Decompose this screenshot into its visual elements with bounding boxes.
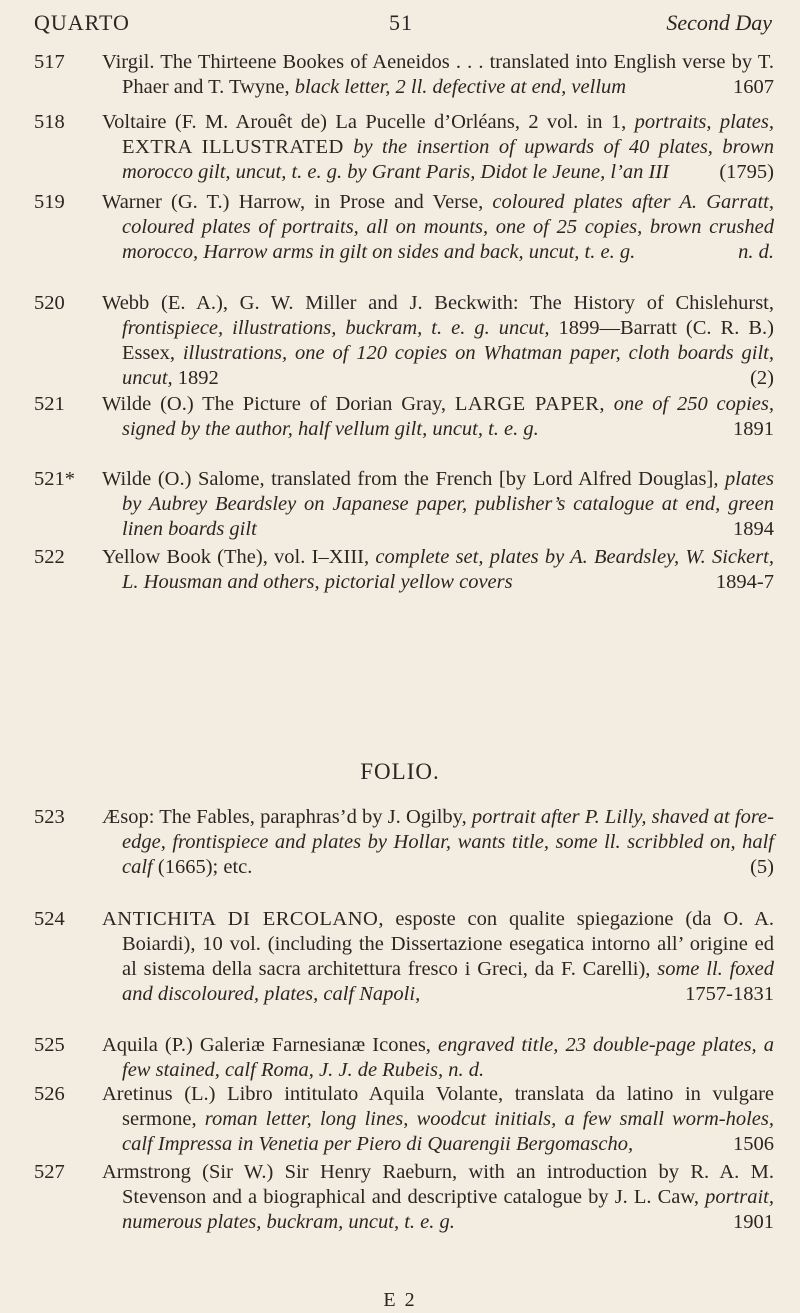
lot-number: 518 bbox=[34, 111, 65, 133]
lot-title-text: Armstrong (Sir W.) Sir Henry Raeburn, with an introduction by R. A. M. Stevenson and a biographical and descriptive catalogue by J. L. Caw, bbox=[102, 1161, 774, 1208]
lot-title-text: 1892 bbox=[172, 367, 219, 389]
lot-detail-text: one of 250 copies, signed by the author, half vellum gilt, uncut, t. e. g. bbox=[122, 393, 774, 440]
lot-detail-text: black letter, 2 ll. defective at end, vellum bbox=[294, 76, 627, 98]
lot-detail-text: portraits, plates, bbox=[634, 111, 774, 133]
lot-title-text: 1899—Barratt (C. R. B.) Essex, bbox=[122, 317, 774, 364]
lot-detail-text: Impressa in Venetia per Piero di Quarengii Bergomascho, bbox=[157, 1133, 634, 1155]
header-format: QUARTO bbox=[34, 10, 130, 35]
lot-date: n. d. bbox=[738, 241, 774, 263]
lot-description bbox=[102, 1033, 774, 1083]
lot-title-text: Aquila (P.) Galeriæ Farnesianæ Icones, bbox=[102, 1034, 438, 1056]
lot-detail-text: portrait after P. Lilly, shaved at fore-edge, frontispiece and plates by Hollar, wants title, some ll. scribbled on, half calf bbox=[122, 806, 774, 878]
lot-date: (1795) bbox=[719, 161, 774, 183]
signature-mark: E 2 bbox=[383, 1289, 417, 1311]
lot-description bbox=[102, 467, 774, 542]
lot-number: 521* bbox=[34, 468, 75, 490]
page-number: 51 bbox=[389, 10, 413, 35]
lot-date: 1894-7 bbox=[715, 571, 774, 593]
lot-title-text: Wilde (O.) The Picture of Dorian Gray, bbox=[102, 393, 455, 415]
lot-date: 1894 bbox=[733, 518, 774, 540]
page-header bbox=[34, 10, 772, 40]
lot-description bbox=[102, 190, 774, 265]
lot-date: 1891 bbox=[733, 418, 774, 440]
lot-number: 517 bbox=[34, 51, 65, 73]
lot-number: 527 bbox=[34, 1161, 65, 1183]
lot-entry bbox=[34, 110, 774, 185]
lot-title-text: ANTICHITA DI ERCOLANO bbox=[102, 908, 379, 930]
header-day: Second Day bbox=[666, 10, 772, 35]
section-title: FOLIO. bbox=[360, 759, 440, 784]
lot-number: 520 bbox=[34, 292, 65, 314]
lot-detail-text: Roma, J. J. de Rubeis, n. d. bbox=[260, 1059, 485, 1081]
lot-detail-text: illustrations, one of 120 copies on Whatman paper, cloth boards gilt, uncut, bbox=[122, 342, 774, 389]
lot-title-text: Aretinus (L.) Libro intitulato Aquila Volante, translata da latino in vulgare sermone, bbox=[102, 1083, 774, 1130]
lot-title-text: Virgil. The Thirteene Bookes of Aeneidos . . . translated into English verse by T. Phaer and T. Twyne, bbox=[102, 51, 774, 98]
lot-description bbox=[102, 392, 774, 442]
lot-description bbox=[102, 805, 774, 880]
lot-number: 523 bbox=[34, 806, 65, 828]
lot-description bbox=[102, 1160, 774, 1235]
lot-detail-text: frontispiece, illustrations, buckram, t. e. g. uncut, bbox=[122, 317, 550, 339]
lot-description bbox=[102, 545, 774, 595]
lot-entry bbox=[34, 1082, 774, 1157]
lot-title-text: Voltaire (F. M. Arouêt de) La Pucelle d’Orléans, 2 vol. in 1, bbox=[102, 111, 635, 133]
lot-title-text: Wilde (O.) Salome, translated from the French [by Lord Alfred Douglas], bbox=[102, 468, 726, 490]
lot-detail-text: complete set, plates by A. Beardsley, W. Sickert, L. Housman and others, pictorial yellow covers bbox=[122, 546, 775, 593]
lot-entry bbox=[34, 907, 774, 1007]
lot-date: 1506 bbox=[733, 1133, 774, 1155]
lot-number: 525 bbox=[34, 1034, 65, 1056]
lot-detail-text: portrait, numerous plates, buckram, uncut, t. e. g. bbox=[122, 1186, 774, 1233]
lot-description bbox=[102, 907, 774, 1007]
lot-title-text: LARGE PAPER, bbox=[454, 393, 605, 415]
lot-detail-text: engraved title, 23 double-page plates, a few stained, calf bbox=[122, 1034, 774, 1081]
lot-description bbox=[102, 291, 774, 391]
lot-number: 526 bbox=[34, 1083, 65, 1105]
lot-entry bbox=[34, 291, 774, 391]
lot-date: 1757-1831 bbox=[685, 983, 774, 1005]
lot-title-text: Warner (G. T.) Harrow, in Prose and Verse, bbox=[102, 191, 493, 213]
lot-date: 1901 bbox=[733, 1211, 774, 1233]
lot-title-text: (1665); etc. bbox=[152, 856, 253, 878]
lot-detail-text: coloured plates after A. Garratt, coloured plates of portraits, all on mounts, one of 25 copies, brown crushed morocco, Harrow arms in gilt on sides and back, uncut, t. e. g. bbox=[122, 191, 774, 263]
lot-detail-text: roman letter, long lines, woodcut initials, a few small worm-holes, calf bbox=[122, 1108, 775, 1155]
lot-entry bbox=[34, 50, 774, 100]
lot-number: 521 bbox=[34, 393, 65, 415]
lot-entry bbox=[34, 1033, 774, 1083]
lot-entry bbox=[34, 805, 774, 880]
lot-detail-text: some ll. foxed and discoloured, plates, calf bbox=[122, 958, 774, 1005]
lot-title-text: , esposte con qualite spiegazione (da O. A. Boiardi), 10 vol. (including the Dissertazione esegatica intorno all’ origine ed al sistema della sacra architettura fresco i Greci, da F. Carelli), bbox=[122, 908, 775, 980]
lot-detail-text: plates by Aubrey Beardsley on Japanese paper, publisher’s catalogue at end, green linen boards gilt bbox=[122, 468, 774, 540]
lot-detail-text: Napoli, bbox=[359, 983, 421, 1005]
lot-entry bbox=[34, 1160, 774, 1235]
lot-date: (2) bbox=[750, 367, 774, 389]
lot-title-text: EXTRA ILLUSTRATED bbox=[122, 136, 344, 158]
lot-description bbox=[102, 110, 774, 185]
lot-number: 519 bbox=[34, 191, 65, 213]
lot-date: (5) bbox=[750, 856, 774, 878]
lot-detail-text: Paris, Didot le Jeune, l’an III bbox=[425, 161, 669, 183]
lot-description bbox=[102, 50, 774, 100]
lot-detail-text: by the insertion of upwards of 40 plates, brown morocco gilt, uncut, t. e. g. by Grant bbox=[122, 136, 774, 183]
lot-title-text: Yellow Book (The), vol. I–XIII, bbox=[102, 546, 376, 568]
lot-entry bbox=[34, 467, 774, 542]
lot-date: 1607 bbox=[733, 76, 774, 98]
lot-title-text: Webb (E. A.), G. W. Miller and J. Beckwith: The History of Chislehurst, bbox=[102, 292, 774, 314]
lot-entry bbox=[34, 545, 774, 595]
lot-title-text: Æsop: The Fables, paraphras’d by J. Ogilby, bbox=[102, 806, 472, 828]
lot-entry bbox=[34, 392, 774, 442]
lot-number: 522 bbox=[34, 546, 65, 568]
lot-number: 524 bbox=[34, 908, 65, 930]
lot-entry bbox=[34, 190, 774, 265]
lot-description bbox=[102, 1082, 774, 1157]
